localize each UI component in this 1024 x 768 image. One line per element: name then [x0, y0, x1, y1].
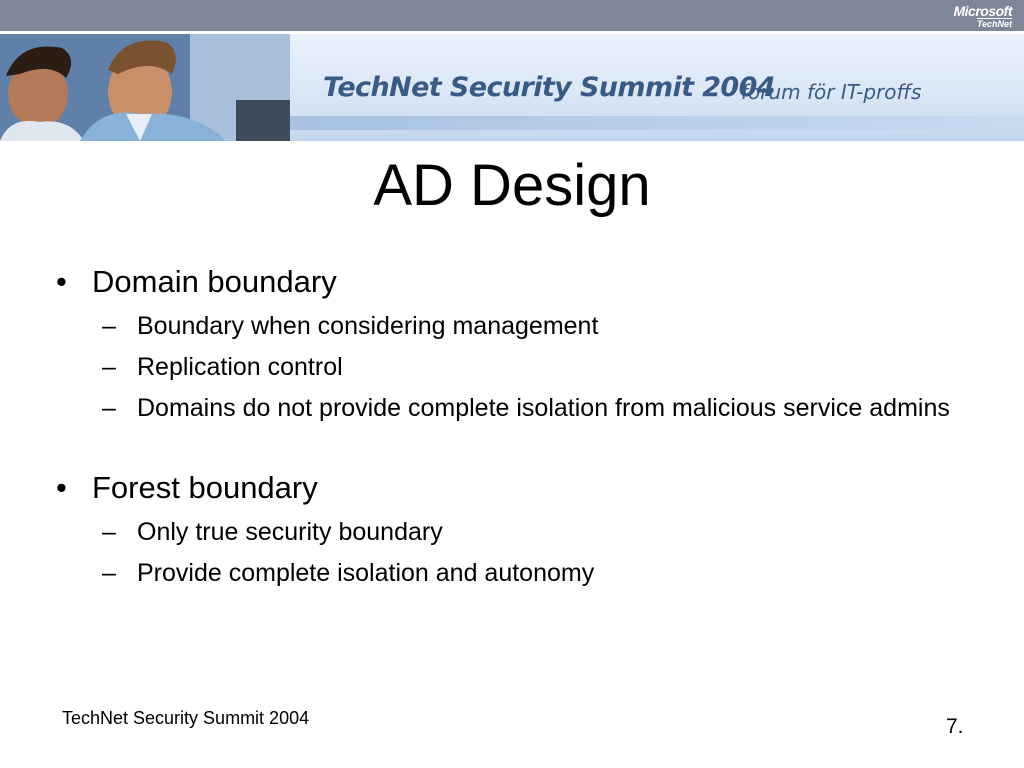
slide-title: AD Design — [373, 153, 651, 218]
banner-stripe — [290, 116, 1024, 130]
top-bar — [0, 0, 1024, 31]
bullet-text: Domain boundary — [92, 264, 337, 299]
sub-bullet-text: Provide complete isolation and autonomy — [137, 559, 595, 587]
people-photo — [0, 34, 290, 141]
sub-bullet-item — [102, 350, 982, 384]
sub-bullet-item — [102, 391, 982, 425]
sub-bullet-item — [102, 515, 982, 549]
sub-bullet-text: Only true security boundary — [137, 518, 443, 546]
dash-marker: – — [102, 312, 116, 340]
footer-text: TechNet Security Summit 2004 — [62, 708, 310, 728]
sub-bullet-text: Domains do not provide complete isolation from malicious service admins — [137, 394, 950, 422]
banner-title: TechNet Security Summit 2004 — [323, 72, 775, 103]
header-banner — [0, 34, 1024, 141]
dash-marker: – — [102, 394, 116, 422]
dash-marker: – — [102, 518, 116, 546]
dash-marker: – — [102, 559, 116, 587]
sub-bullet-item — [102, 556, 982, 590]
page-number: 7. — [946, 715, 964, 738]
bullet-dot: • — [56, 264, 67, 299]
bullet-dot: • — [56, 470, 67, 505]
dash-marker: – — [102, 353, 116, 381]
microsoft-technet-logo — [920, 3, 1012, 29]
sub-bullet-item — [102, 309, 982, 343]
bullet-text: Forest boundary — [92, 470, 318, 505]
sub-bullet-text: Replication control — [137, 353, 343, 381]
banner-subtitle: forum för IT-proffs — [741, 80, 922, 104]
sub-bullet-text: Boundary when considering management — [137, 312, 599, 340]
logo-sub: TechNet — [976, 19, 1012, 29]
logo-brand: Microsoft — [953, 3, 1012, 19]
